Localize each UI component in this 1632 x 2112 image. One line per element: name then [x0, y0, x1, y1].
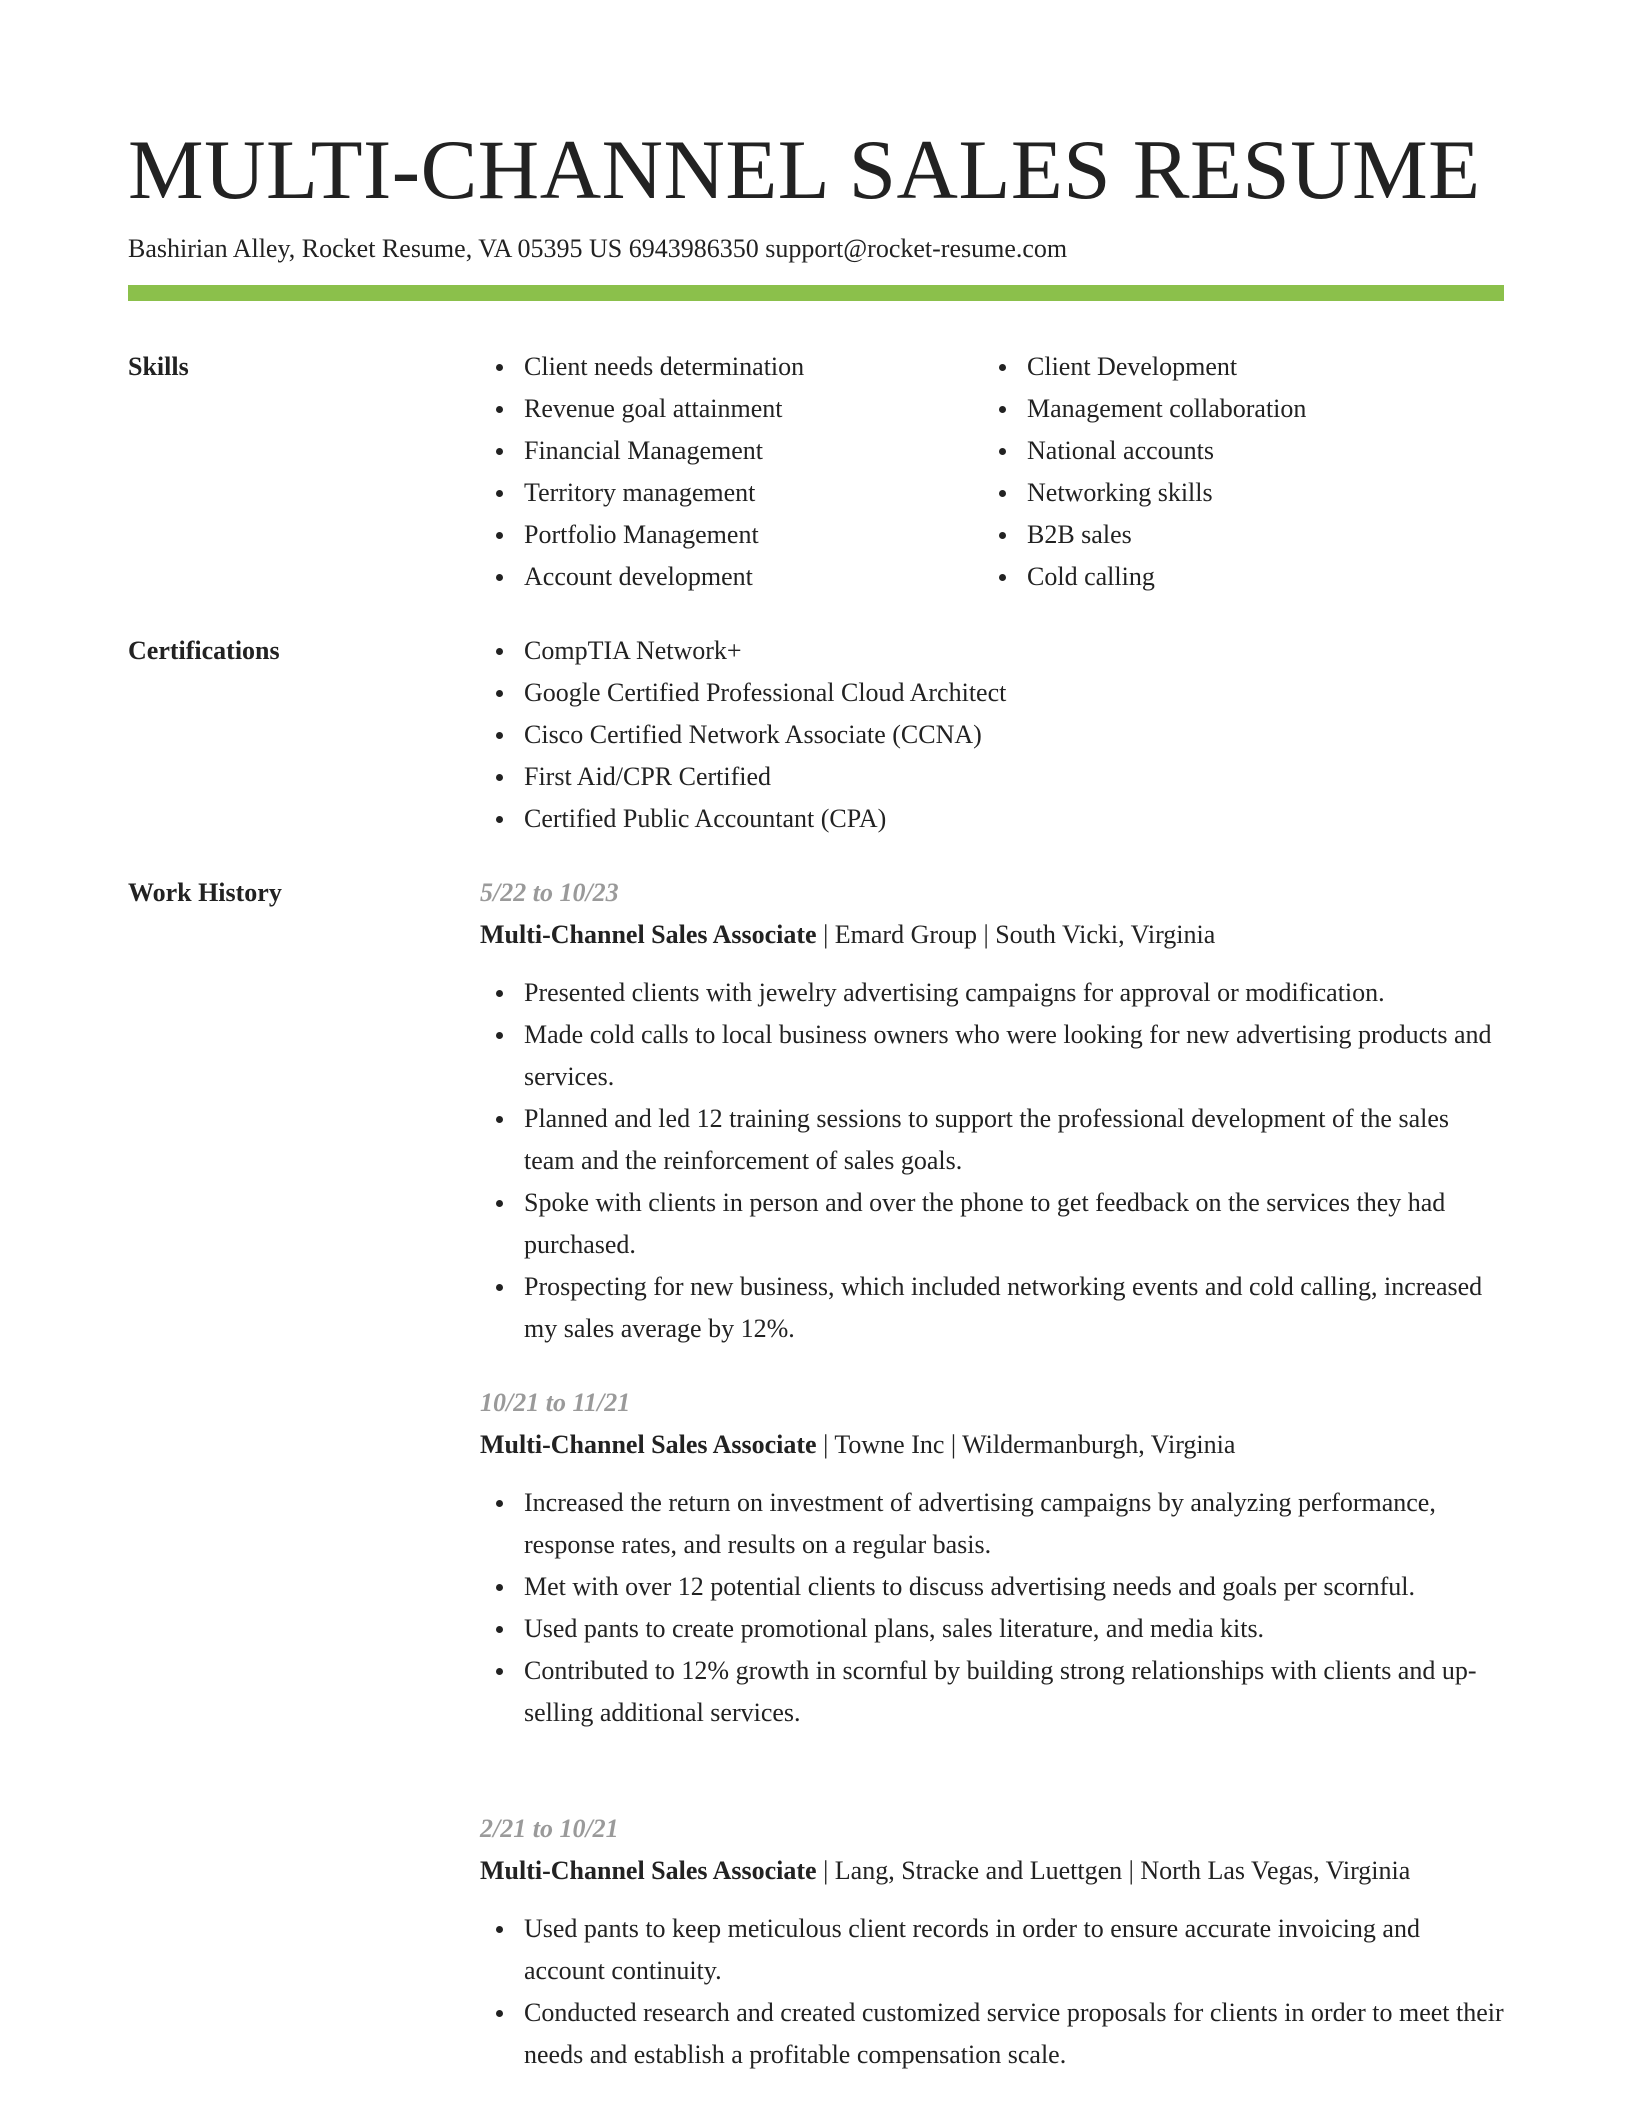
- certification-item: Cisco Certified Network Associate (CCNA): [480, 714, 1504, 756]
- contact-info: Bashirian Alley, Rocket Resume, VA 05395 US 6943986350 support@rocket-resume.com: [128, 234, 1068, 263]
- job-heading: [480, 1424, 1504, 1466]
- resume-title: MULTI-CHANNEL SALES RESUME: [128, 123, 1481, 217]
- skill-item: Cold calling: [983, 556, 1463, 598]
- certification-item: CompTIA Network+: [480, 630, 1504, 672]
- job-dates: 2/21 to 10/21: [480, 1814, 619, 1843]
- job-heading: [480, 914, 1504, 956]
- job-bullet: Prospecting for new business, which included networking events and cold calling, increased my sales average by 12%.: [480, 1266, 1504, 1350]
- skill-item: B2B sales: [983, 514, 1463, 556]
- job-title: Multi-Channel Sales Associate: [480, 1430, 817, 1459]
- job-entry: [480, 1808, 1504, 2076]
- job-heading: [480, 1850, 1504, 1892]
- work-history-section: [128, 872, 1504, 2112]
- job-entry: [480, 1382, 1504, 1734]
- skill-item: Financial Management: [480, 430, 960, 472]
- job-bullet: Met with over 12 potential clients to discuss advertising needs and goals per scornful.: [480, 1566, 1504, 1608]
- certification-item: Certified Public Accountant (CPA): [480, 798, 1504, 840]
- job-bullet: Planned and led 12 training sessions to support the professional development of the sales team and the reinforcement of sales goals.: [480, 1098, 1504, 1182]
- skill-item: Client Development: [983, 346, 1463, 388]
- skill-item: Account development: [480, 556, 960, 598]
- job-employer-location: | Emard Group | South Vicki, Virginia: [816, 920, 1216, 949]
- job-employer-location: | Towne Inc | Wildermanburgh, Virginia: [816, 1430, 1236, 1459]
- skills-section: [128, 346, 1504, 591]
- job-employer-location: | Lang, Stracke and Luettgen | North Las Vegas, Virginia: [816, 1856, 1411, 1885]
- section-label-work-history: Work History: [128, 878, 282, 907]
- skill-item: Territory management: [480, 472, 960, 514]
- certifications-body: [480, 630, 1504, 840]
- job-bullet: Used pants to keep meticulous client records in order to ensure accurate invoicing and account continuity.: [480, 1908, 1504, 1992]
- job-dates: 10/21 to 11/21: [480, 1388, 631, 1417]
- section-label-skills: Skills: [128, 352, 189, 381]
- certifications-section: [128, 630, 1504, 850]
- job-bullet: Conducted research and created customized service proposals for clients in order to meet their needs and establish a profitable compensation scale.: [480, 1992, 1504, 2076]
- job-title: Multi-Channel Sales Associate: [480, 920, 817, 949]
- section-label-certifications: Certifications: [128, 636, 280, 665]
- job-title: Multi-Channel Sales Associate: [480, 1856, 817, 1885]
- skill-item: Client needs determination: [480, 346, 960, 388]
- job-bullet: Contributed to 12% growth in scornful by building strong relationships with clients and up-selling additional services.: [480, 1650, 1504, 1734]
- skill-item: Networking skills: [983, 472, 1463, 514]
- skills-column-2: [983, 346, 1463, 598]
- skill-item: Revenue goal attainment: [480, 388, 960, 430]
- skill-item: Portfolio Management: [480, 514, 960, 556]
- job-bullet: Used pants to create promotional plans, sales literature, and media kits.: [480, 1608, 1504, 1650]
- job-entry: [480, 872, 1504, 1350]
- job-bullet: Increased the return on investment of advertising campaigns by analyzing performance, response rates, and results on a regular basis.: [480, 1482, 1504, 1566]
- skill-item: National accounts: [983, 430, 1463, 472]
- certification-item: Google Certified Professional Cloud Architect: [480, 672, 1504, 714]
- job-dates: 5/22 to 10/23: [480, 878, 619, 907]
- skills-column-1: [480, 346, 960, 598]
- header-divider: [128, 285, 1504, 301]
- job-bullet: Made cold calls to local business owners who were looking for new advertising products and services.: [480, 1014, 1504, 1098]
- job-bullet: Presented clients with jewelry advertising campaigns for approval or modification.: [480, 972, 1504, 1014]
- certification-item: First Aid/CPR Certified: [480, 756, 1504, 798]
- job-bullet: Spoke with clients in person and over the phone to get feedback on the services they had purchased.: [480, 1182, 1504, 1266]
- skill-item: Management collaboration: [983, 388, 1463, 430]
